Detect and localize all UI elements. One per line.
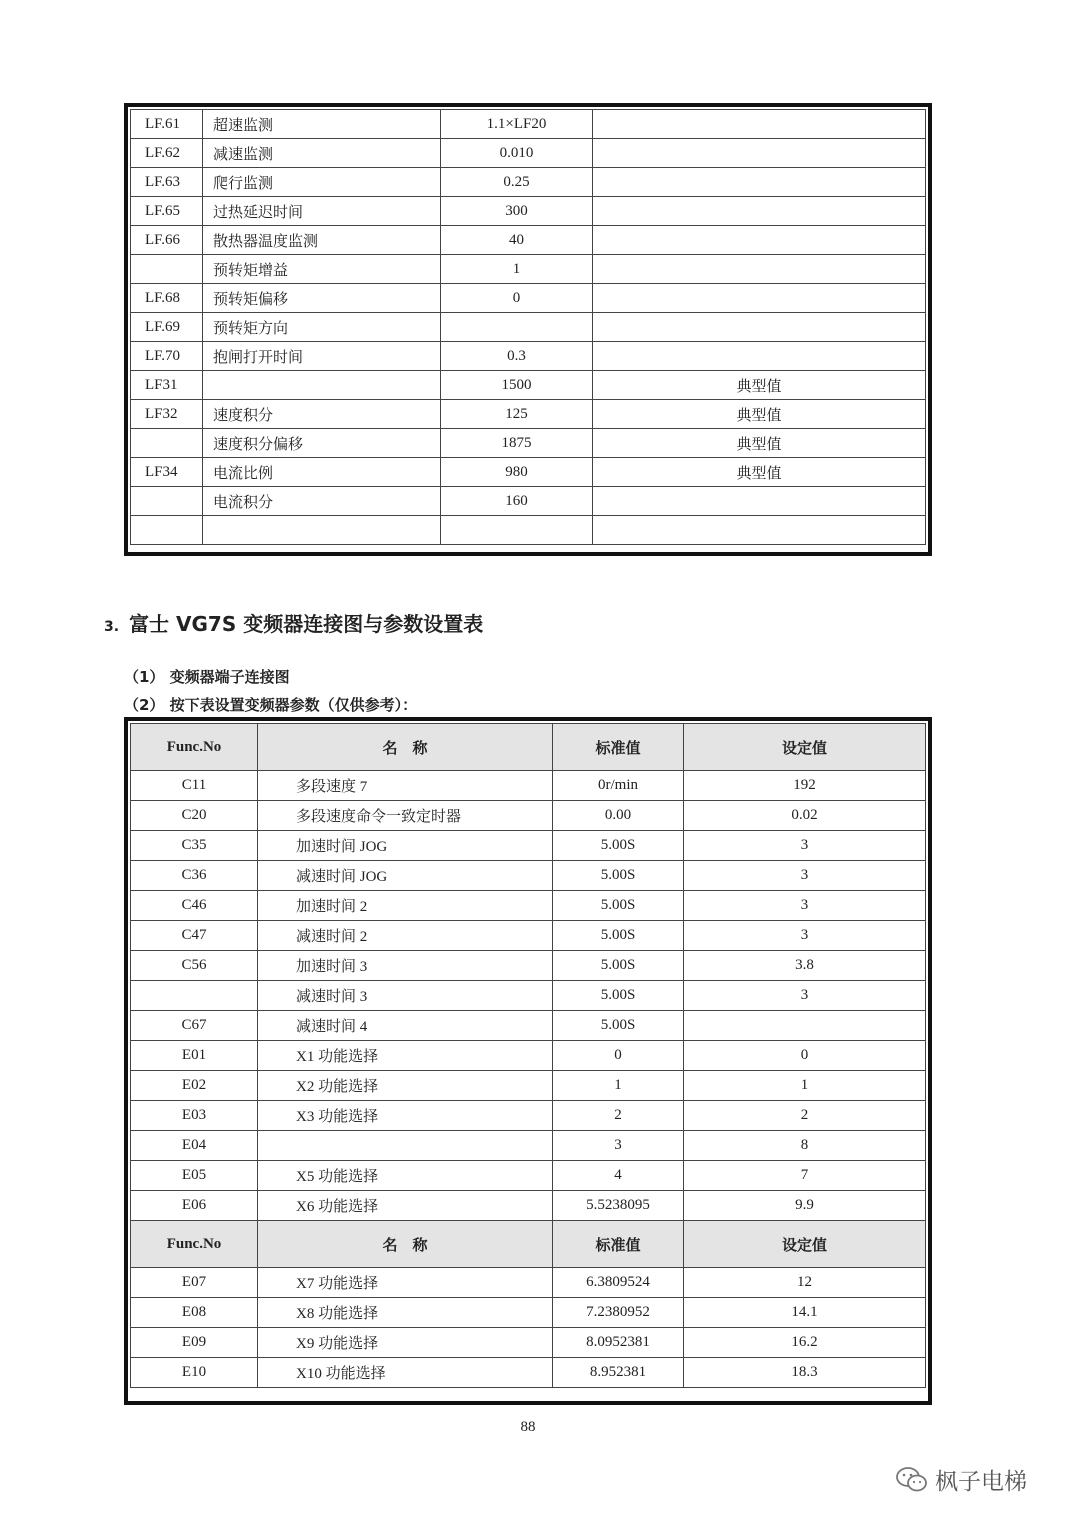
cell-setting	[593, 487, 926, 516]
cell-standard: 0	[553, 1041, 684, 1071]
cell-standard: 8.0952381	[553, 1328, 684, 1358]
cell-setting: 0.02	[684, 801, 926, 831]
column-header: 标准值	[553, 724, 684, 771]
cell-standard: 2	[553, 1101, 684, 1131]
cell-standard: 1875	[441, 429, 593, 458]
table-row	[131, 1268, 926, 1298]
cell-setting	[684, 1011, 926, 1041]
table-row	[131, 1298, 926, 1328]
column-header: 名 称	[258, 1221, 553, 1268]
cell-name: 过热延迟时间	[203, 197, 441, 226]
table-row	[131, 197, 926, 226]
section-heading: 3. 富士 VG7S 变频器连接图与参数设置表	[104, 612, 484, 636]
cell-setting	[593, 342, 926, 371]
cell-name: X2 功能选择	[258, 1071, 553, 1101]
cell-name: 减速时间 3	[258, 981, 553, 1011]
table-row	[131, 831, 926, 861]
cell-standard: 160	[441, 487, 593, 516]
cell-code: C20	[131, 801, 258, 831]
cell-standard: 0	[441, 284, 593, 313]
cell-name: 散热器温度监测	[203, 226, 441, 255]
table-row	[131, 921, 926, 951]
table-row	[131, 400, 926, 429]
cell-name: 电流比例	[203, 458, 441, 487]
watermark-text: 枫子电梯	[935, 1469, 1027, 1495]
cell-setting	[593, 284, 926, 313]
cell-code: C35	[131, 831, 258, 861]
cell-standard: 40	[441, 226, 593, 255]
table-row	[131, 1041, 926, 1071]
cell-code: E10	[131, 1358, 258, 1388]
table-row	[131, 1101, 926, 1131]
table-row	[131, 1191, 926, 1221]
table-row	[131, 516, 926, 545]
table-row	[131, 110, 926, 139]
cell-standard: 6.3809524	[553, 1268, 684, 1298]
cell-setting: 典型值	[593, 429, 926, 458]
cell-code: LF32	[131, 400, 203, 429]
cell-code: LF31	[131, 371, 203, 400]
cell-code: C47	[131, 921, 258, 951]
cell-standard: 4	[553, 1161, 684, 1191]
cell-name: 多段速度 7	[258, 771, 553, 801]
cell-standard: 1	[553, 1071, 684, 1101]
cell-name: X9 功能选择	[258, 1328, 553, 1358]
header-row	[131, 1221, 926, 1268]
column-header: Func.No	[131, 1221, 258, 1268]
vg7s-parameter-table	[124, 717, 932, 1405]
cell-name: 预转矩偏移	[203, 284, 441, 313]
cell-name: 爬行监测	[203, 168, 441, 197]
column-header: Func.No	[131, 724, 258, 771]
cell-name: X10 功能选择	[258, 1358, 553, 1388]
cell-setting: 9.9	[684, 1191, 926, 1221]
cell-setting	[593, 226, 926, 255]
cell-setting	[593, 197, 926, 226]
cell-standard: 5.00S	[553, 981, 684, 1011]
table-row	[131, 1131, 926, 1161]
watermark	[895, 1463, 1027, 1496]
cell-code: E04	[131, 1131, 258, 1161]
table-row	[131, 168, 926, 197]
cell-code: LF.68	[131, 284, 203, 313]
table-row	[131, 1328, 926, 1358]
cell-setting: 16.2	[684, 1328, 926, 1358]
cell-code	[131, 487, 203, 516]
cell-standard: 0.3	[441, 342, 593, 371]
cell-standard: 0.010	[441, 139, 593, 168]
table-row	[131, 891, 926, 921]
cell-setting: 3	[684, 981, 926, 1011]
cell-code	[131, 429, 203, 458]
column-header: 设定值	[684, 724, 926, 771]
cell-name: 预转矩方向	[203, 313, 441, 342]
cell-setting	[593, 255, 926, 284]
cell-standard: 0r/min	[553, 771, 684, 801]
subheading-wiring: （1） 变频器端子连接图	[124, 668, 290, 686]
table-row	[131, 951, 926, 981]
cell-code: C56	[131, 951, 258, 981]
cell-code	[131, 981, 258, 1011]
cell-name: 超速监测	[203, 110, 441, 139]
cell-code: E03	[131, 1101, 258, 1131]
cell-name	[258, 1131, 553, 1161]
cell-name: 抱闸打开时间	[203, 342, 441, 371]
table-row	[131, 861, 926, 891]
column-header: 设定值	[684, 1221, 926, 1268]
cell-name: 电流积分	[203, 487, 441, 516]
subheading-parameters: （2） 按下表设置变频器参数（仅供参考）：	[124, 696, 418, 714]
cell-name: 预转矩增益	[203, 255, 441, 284]
cell-standard: 125	[441, 400, 593, 429]
cell-name: X8 功能选择	[258, 1298, 553, 1328]
cell-name: 加速时间 3	[258, 951, 553, 981]
cell-standard: 5.00S	[553, 891, 684, 921]
cell-standard: 5.00S	[553, 831, 684, 861]
cell-standard: 300	[441, 197, 593, 226]
cell-setting: 2	[684, 1101, 926, 1131]
cell-code: E01	[131, 1041, 258, 1071]
cell-code: C46	[131, 891, 258, 921]
cell-name: 减速时间 2	[258, 921, 553, 951]
cell-code: LF.61	[131, 110, 203, 139]
column-header: 标准值	[553, 1221, 684, 1268]
cell-standard: 8.952381	[553, 1358, 684, 1388]
cell-code	[131, 516, 203, 545]
cell-standard: 1.1×LF20	[441, 110, 593, 139]
table-row	[131, 429, 926, 458]
cell-code: E09	[131, 1328, 258, 1358]
cell-code	[131, 255, 203, 284]
cell-standard: 3	[553, 1131, 684, 1161]
table-row	[131, 487, 926, 516]
wechat-icon	[895, 1466, 929, 1494]
cell-name: 减速时间 JOG	[258, 861, 553, 891]
cell-setting: 12	[684, 1268, 926, 1298]
cell-name: X7 功能选择	[258, 1268, 553, 1298]
cell-standard: 5.5238095	[553, 1191, 684, 1221]
table-row	[131, 255, 926, 284]
cell-name: X1 功能选择	[258, 1041, 553, 1071]
cell-code: C67	[131, 1011, 258, 1041]
cell-standard: 0.25	[441, 168, 593, 197]
cell-standard: 5.00S	[553, 1011, 684, 1041]
cell-code: C11	[131, 771, 258, 801]
cell-code: E06	[131, 1191, 258, 1221]
cell-setting: 1	[684, 1071, 926, 1101]
cell-name: X3 功能选择	[258, 1101, 553, 1131]
cell-standard: 5.00S	[553, 921, 684, 951]
cell-setting: 典型值	[593, 400, 926, 429]
cell-setting: 7	[684, 1161, 926, 1191]
cell-name: 加速时间 2	[258, 891, 553, 921]
cell-standard: 980	[441, 458, 593, 487]
cell-code: LF.66	[131, 226, 203, 255]
cell-name: 减速时间 4	[258, 1011, 553, 1041]
table-row	[131, 342, 926, 371]
cell-standard: 7.2380952	[553, 1298, 684, 1328]
cell-code: LF.63	[131, 168, 203, 197]
table-row	[131, 226, 926, 255]
cell-name: X5 功能选择	[258, 1161, 553, 1191]
cell-standard: 1	[441, 255, 593, 284]
header-row	[131, 724, 926, 771]
cell-setting	[593, 139, 926, 168]
table-row	[131, 458, 926, 487]
cell-name: 速度积分偏移	[203, 429, 441, 458]
cell-setting: 典型值	[593, 371, 926, 400]
table-row	[131, 1358, 926, 1388]
cell-standard: 5.00S	[553, 951, 684, 981]
cell-code: E08	[131, 1298, 258, 1328]
cell-code: LF.62	[131, 139, 203, 168]
cell-setting: 192	[684, 771, 926, 801]
cell-name: 加速时间 JOG	[258, 831, 553, 861]
cell-name: 减速监测	[203, 139, 441, 168]
cell-standard	[441, 516, 593, 545]
cell-standard: 1500	[441, 371, 593, 400]
cell-code: E05	[131, 1161, 258, 1191]
table-row	[131, 1071, 926, 1101]
table-row	[131, 981, 926, 1011]
table-row	[131, 139, 926, 168]
cell-setting	[593, 516, 926, 545]
cell-setting: 14.1	[684, 1298, 926, 1328]
page-number: 88	[520, 1419, 536, 1435]
cell-name: X6 功能选择	[258, 1191, 553, 1221]
cell-code: LF.69	[131, 313, 203, 342]
cell-code: C36	[131, 861, 258, 891]
lf-parameter-table	[124, 103, 932, 556]
cell-setting: 3	[684, 891, 926, 921]
cell-setting: 3	[684, 831, 926, 861]
table-row	[131, 1011, 926, 1041]
cell-code: LF34	[131, 458, 203, 487]
cell-setting: 3.8	[684, 951, 926, 981]
cell-code: LF.70	[131, 342, 203, 371]
cell-setting	[593, 110, 926, 139]
column-header: 名 称	[258, 724, 553, 771]
cell-setting: 典型值	[593, 458, 926, 487]
cell-setting: 8	[684, 1131, 926, 1161]
cell-standard: 0.00	[553, 801, 684, 831]
cell-code: E07	[131, 1268, 258, 1298]
cell-name	[203, 516, 441, 545]
cell-setting	[593, 168, 926, 197]
table-row	[131, 313, 926, 342]
cell-code: E02	[131, 1071, 258, 1101]
table-row	[131, 801, 926, 831]
cell-standard	[441, 313, 593, 342]
table-row	[131, 771, 926, 801]
cell-name	[203, 371, 441, 400]
table-row	[131, 371, 926, 400]
cell-setting	[593, 313, 926, 342]
cell-standard: 5.00S	[553, 861, 684, 891]
cell-name: 速度积分	[203, 400, 441, 429]
cell-code: LF.65	[131, 197, 203, 226]
cell-name: 多段速度命令一致定时器	[258, 801, 553, 831]
table-row	[131, 1161, 926, 1191]
cell-setting: 18.3	[684, 1358, 926, 1388]
cell-setting: 3	[684, 861, 926, 891]
table-row	[131, 284, 926, 313]
cell-setting: 0	[684, 1041, 926, 1071]
cell-setting: 3	[684, 921, 926, 951]
